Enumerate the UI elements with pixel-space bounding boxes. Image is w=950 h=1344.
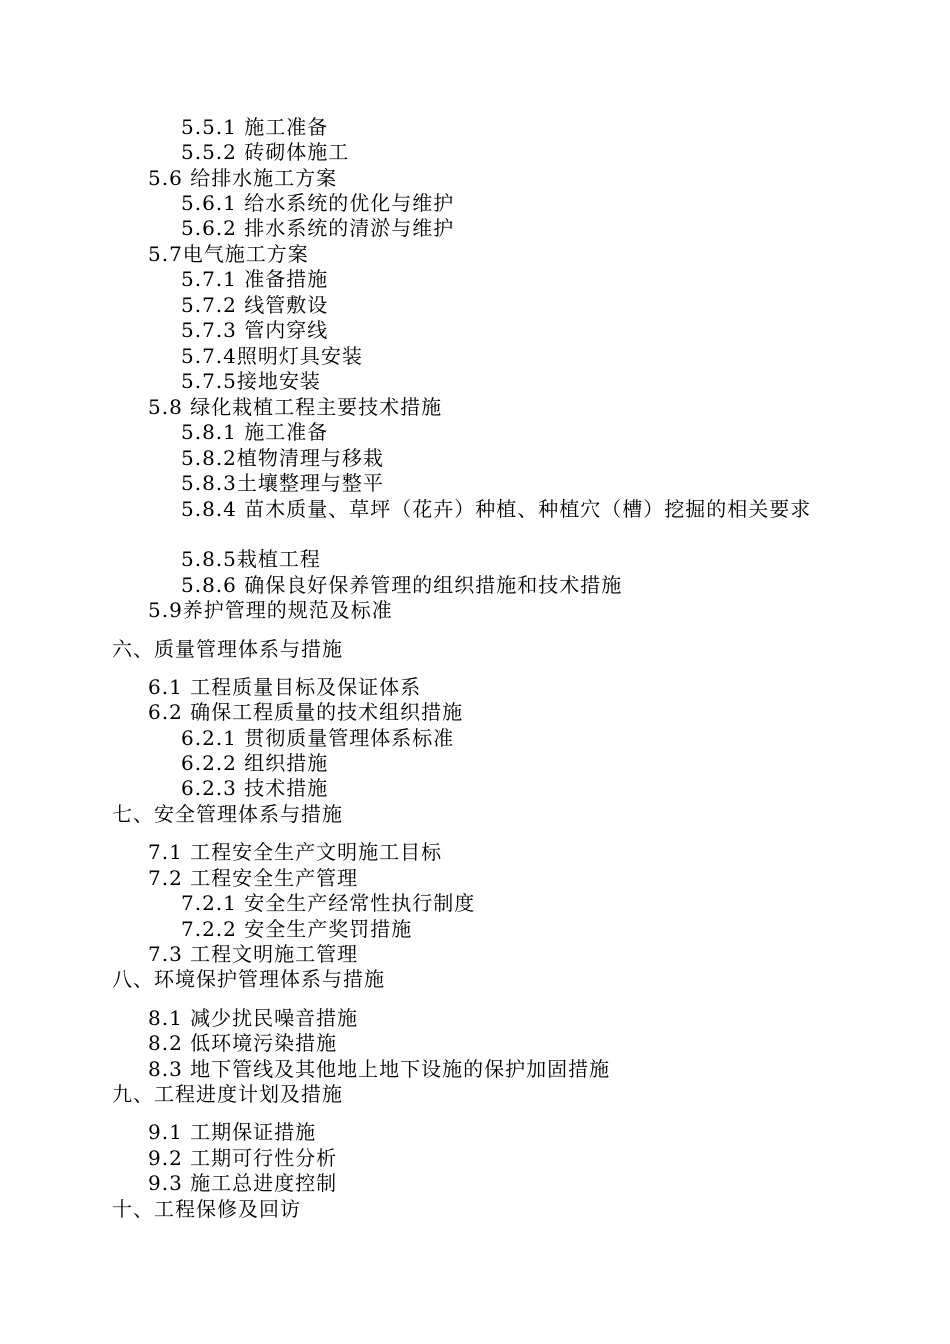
toc-entry-5-8: 5.8 绿化栽植工程主要技术措施: [148, 395, 443, 419]
toc-chapter-10: 十、工程保修及回访: [112, 1197, 301, 1221]
toc-entry-5-8-5: 5.8.5栽植工程: [181, 547, 321, 571]
toc-entry-6-2-2: 6.2.2 组织措施: [181, 751, 329, 775]
toc-entry-8-2: 8.2 低环境污染措施: [148, 1031, 338, 1055]
toc-entry-5-5-2: 5.5.2 砖砌体施工: [181, 140, 350, 164]
toc-entry-5-6-2: 5.6.2 排水系统的清淤与维护: [181, 216, 455, 240]
toc-entry-7-3: 7.3 工程文明施工管理: [148, 942, 359, 966]
toc-entry-5-5-1: 5.5.1 施工准备: [181, 115, 329, 139]
toc-chapter-8: 八、环境保护管理体系与措施: [112, 967, 385, 991]
toc-entry-5-7-1: 5.7.1 准备措施: [181, 267, 329, 291]
toc-entry-7-2-1: 7.2.1 安全生产经常性执行制度: [181, 891, 476, 915]
toc-entry-6-2-1: 6.2.1 贯彻质量管理体系标准: [181, 726, 455, 750]
toc-entry-7-2-2: 7.2.2 安全生产奖罚措施: [181, 917, 413, 941]
toc-chapter-7: 七、安全管理体系与措施: [112, 802, 343, 826]
toc-entry-8-1: 8.1 减少扰民噪音措施: [148, 1006, 359, 1030]
toc-entry-5-7-5: 5.7.5接地安装: [181, 369, 321, 393]
toc-entry-5-8-1: 5.8.1 施工准备: [181, 420, 329, 444]
toc-entry-6-2: 6.2 确保工程质量的技术组织措施: [148, 700, 464, 724]
toc-entry-5-8-2: 5.8.2植物清理与移栽: [181, 446, 384, 470]
toc-entry-6-1: 6.1 工程质量目标及保证体系: [148, 675, 422, 699]
toc-entry-5-8-4: 5.8.4 苗木质量、草坪（花卉）种植、种植穴（槽）挖掘的相关要求: [181, 497, 812, 521]
toc-entry-5-7-3: 5.7.3 管内穿线: [181, 318, 329, 342]
toc-entry-5-8-6: 5.8.6 确保良好保养管理的组织措施和技术措施: [181, 573, 623, 597]
toc-entry-7-1: 7.1 工程安全生产文明施工目标: [148, 840, 443, 864]
toc-entry-5-9: 5.9养护管理的规范及标准: [148, 598, 393, 622]
toc-entry-9-2: 9.2 工期可行性分析: [148, 1146, 338, 1170]
toc-entry-5-6: 5.6 给排水施工方案: [148, 166, 338, 190]
toc-entry-6-2-3: 6.2.3 技术措施: [181, 776, 329, 800]
toc-entry-5-8-3: 5.8.3土壤整理与整平: [181, 471, 384, 495]
toc-entry-9-1: 9.1 工期保证措施: [148, 1120, 317, 1144]
toc-chapter-6: 六、质量管理体系与措施: [112, 637, 343, 661]
toc-entry-7-2: 7.2 工程安全生产管理: [148, 866, 359, 890]
toc-entry-8-3: 8.3 地下管线及其他地上地下设施的保护加固措施: [148, 1057, 611, 1081]
toc-entry-5-7-2: 5.7.2 线管敷设: [181, 293, 329, 317]
toc-chapter-9: 九、工程进度计划及措施: [112, 1082, 343, 1106]
toc-entry-5-7-4: 5.7.4照明灯具安装: [181, 344, 363, 368]
toc-entry-9-3: 9.3 施工总进度控制: [148, 1171, 338, 1195]
toc-entry-5-7: 5.7电气施工方案: [148, 242, 309, 266]
toc-entry-5-6-1: 5.6.1 给水系统的优化与维护: [181, 191, 455, 215]
